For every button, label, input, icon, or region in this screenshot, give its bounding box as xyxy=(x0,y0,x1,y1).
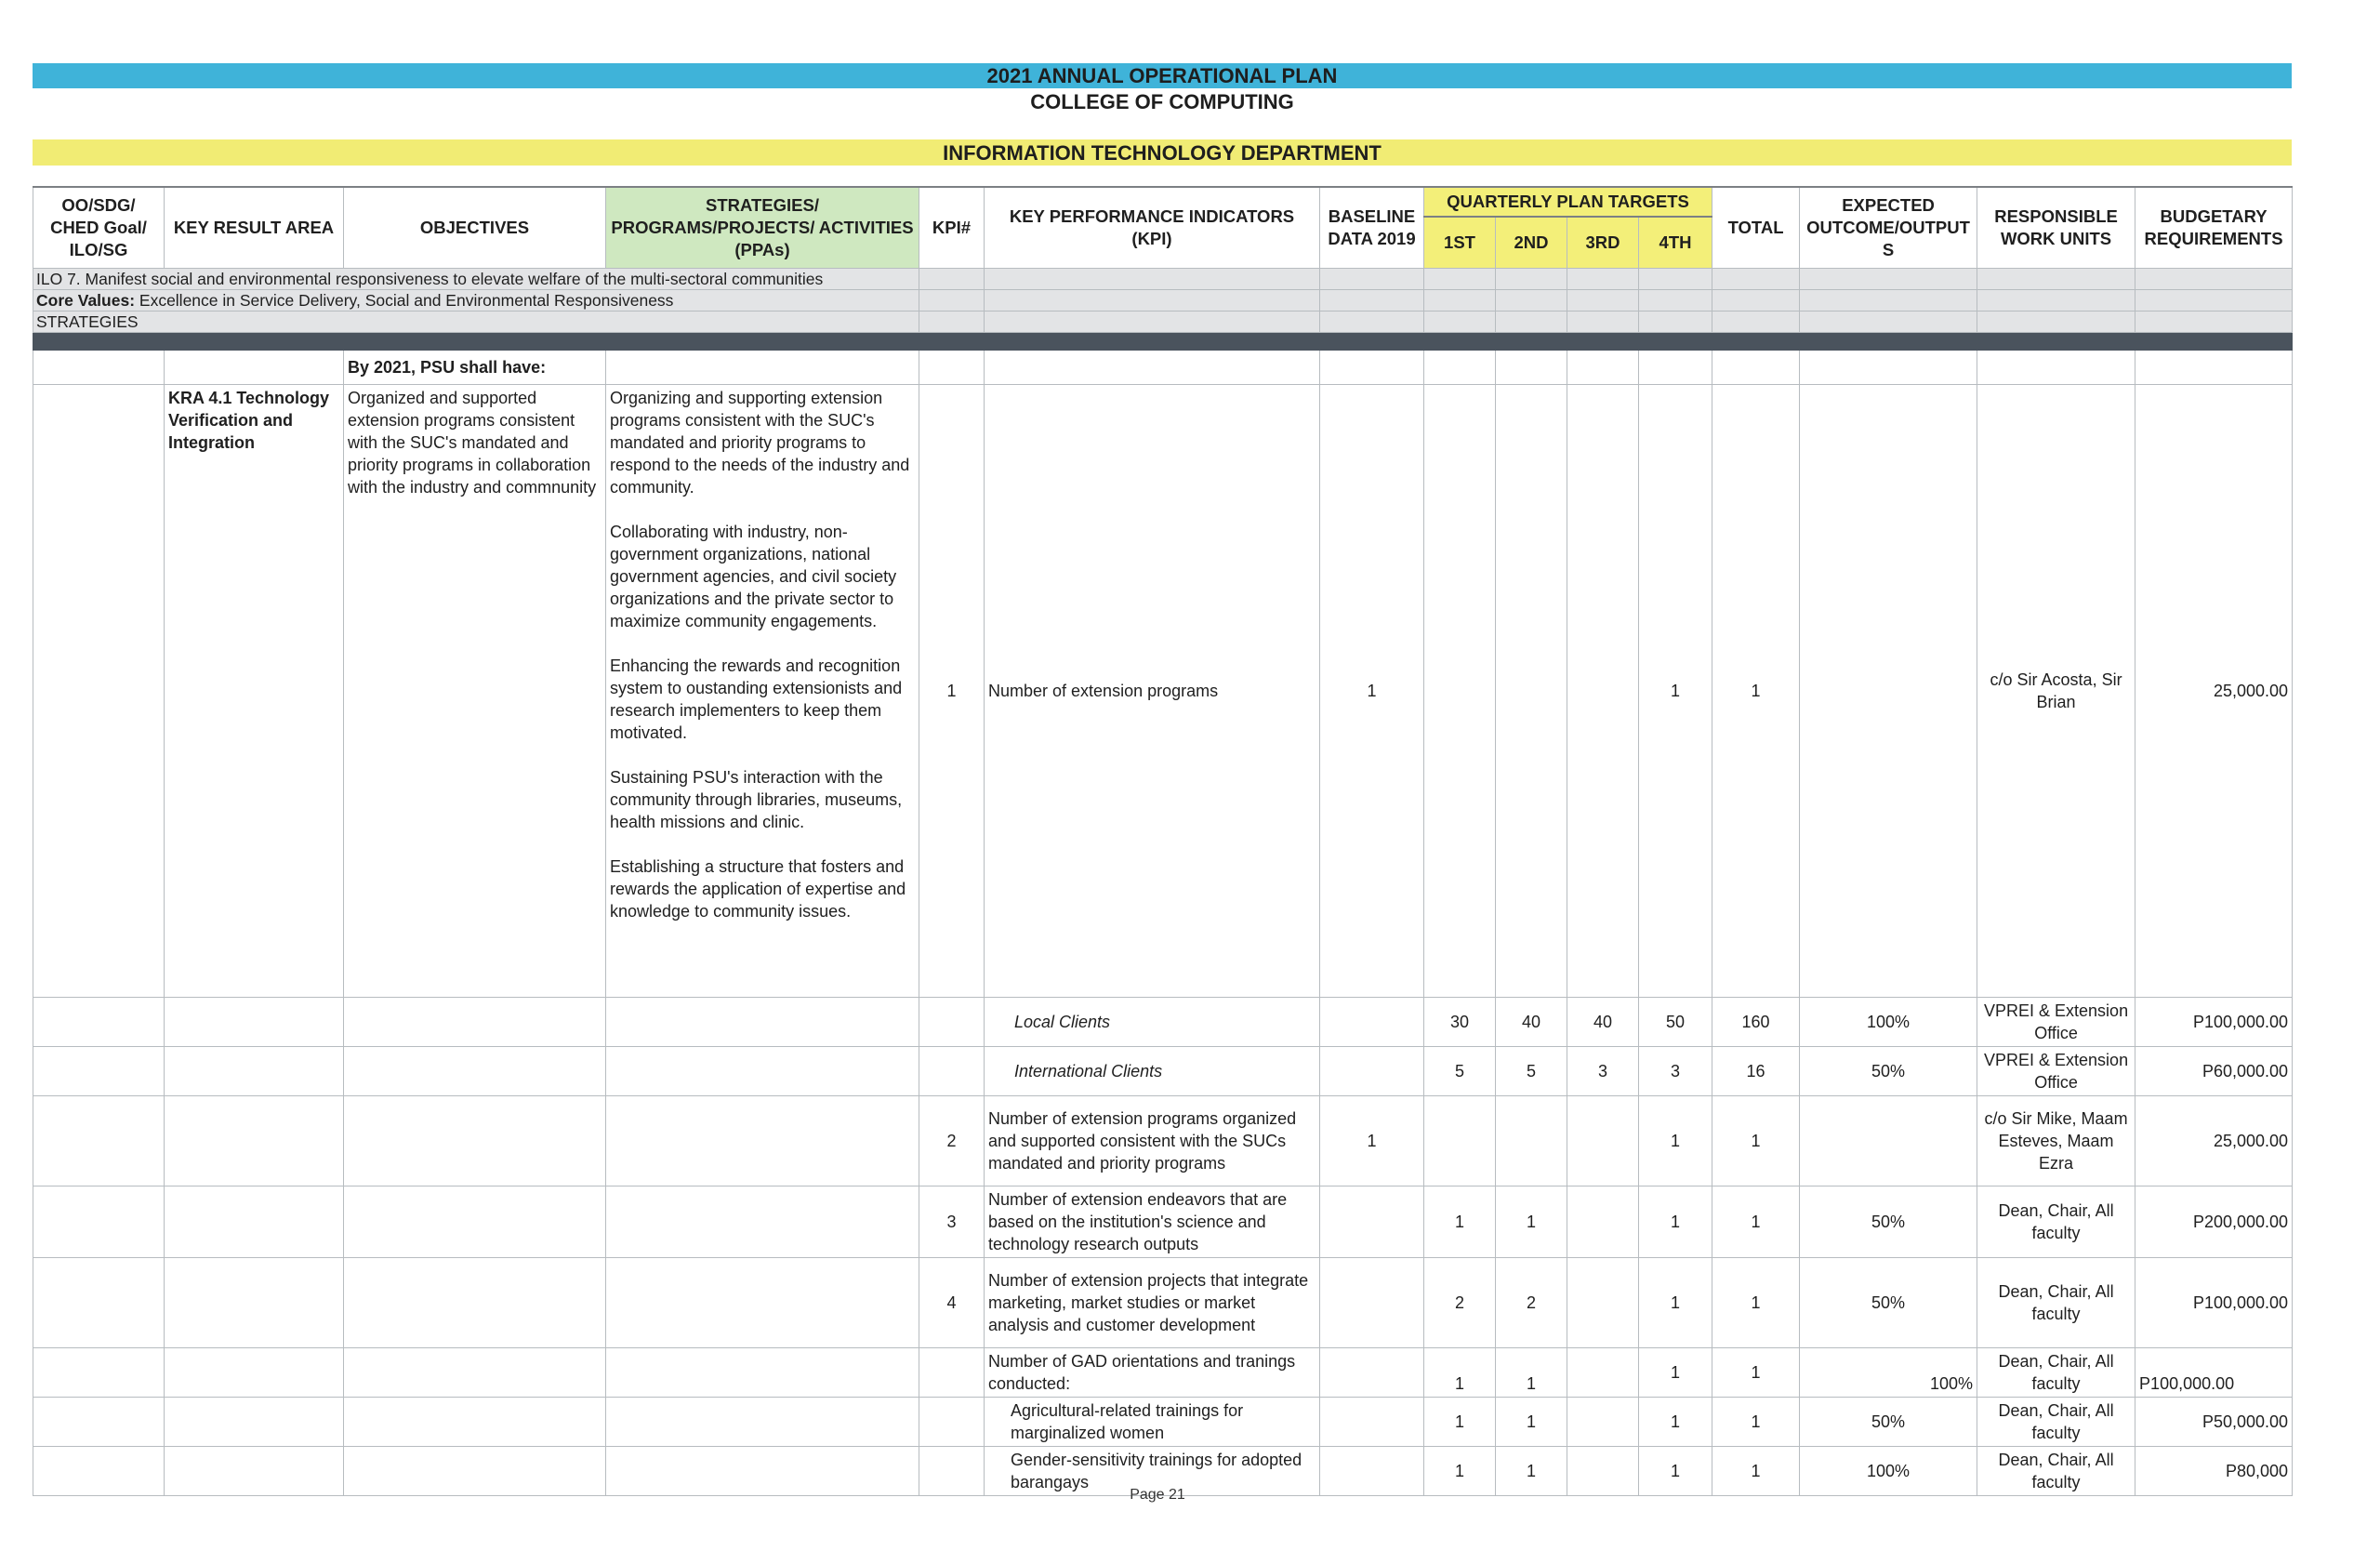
q2-value: 1 xyxy=(1496,1186,1567,1258)
plan-title: 2021 ANNUAL OPERATIONAL PLAN xyxy=(986,64,1338,87)
q4-value: 1 xyxy=(1639,385,1712,998)
header-row-1 xyxy=(33,187,2293,217)
kpi-row-1 xyxy=(33,385,2293,998)
ppa-item: Sustaining PSU's interaction with the community through libraries, museums, health missions and clinic. xyxy=(610,768,903,831)
q2-value: 5 xyxy=(1496,1047,1567,1096)
col-kpi-no: KPI# xyxy=(919,187,985,269)
expected-value: 50% xyxy=(1800,1398,1977,1447)
q3-value: 40 xyxy=(1567,998,1639,1047)
col-q3: 3RD xyxy=(1567,217,1639,269)
kpi-number: 1 xyxy=(919,385,985,998)
q1-value: 1 xyxy=(1424,1186,1496,1258)
q2-value: 1 xyxy=(1496,1398,1567,1447)
ppa-item: Establishing a structure that fosters and rewards the application of expertise and knowledge to community issues. xyxy=(610,857,906,921)
kpi-row-2 xyxy=(33,1096,2293,1186)
q1-value: 30 xyxy=(1424,998,1496,1047)
kpi-text: International Clients xyxy=(985,1047,1320,1096)
total-value: 1 xyxy=(1712,1096,1800,1186)
budget-value: P100,000.00 xyxy=(2135,1258,2293,1348)
expected-value: 50% xyxy=(1800,1258,1977,1348)
kpi-text: Number of extension programs organized and supported consistent with the SUCs mandated and priority programs xyxy=(985,1096,1320,1186)
col-expected: EXPECTED OUTCOME/OUTPUT S xyxy=(1800,187,1977,269)
ilo-text: ILO 7. Manifest social and environmental responsiveness to elevate welfare of the multi-sectoral communities xyxy=(33,269,919,290)
q2-value: 1 xyxy=(1496,1348,1567,1398)
core-values-row xyxy=(33,290,2293,312)
kpi-text: Gender-sensitivity trainings for adopted barangays xyxy=(985,1447,1320,1496)
col-q2: 2ND xyxy=(1496,217,1567,269)
q4-value: 1 xyxy=(1639,1398,1712,1447)
ilo-row xyxy=(33,269,2293,290)
strategies-row xyxy=(33,312,2293,333)
kpi-row-gad xyxy=(33,1348,2293,1398)
q1-value: 2 xyxy=(1424,1258,1496,1348)
col-objectives: OBJECTIVES xyxy=(344,187,606,269)
responsible-value: Dean, Chair, All faculty xyxy=(1977,1258,2135,1348)
core-values-value: Excellence in Service Delivery, Social and Environmental Responsiveness xyxy=(135,291,674,310)
responsible-value: Dean, Chair, All faculty xyxy=(1977,1398,2135,1447)
q1-value: 1 xyxy=(1424,1447,1496,1496)
objective-text: Organized and supported extension programs consistent with the SUC's mandated and priority programs in collaboration with the industry and commnunity xyxy=(344,385,606,998)
q4-value: 1 xyxy=(1639,1096,1712,1186)
q4-value: 3 xyxy=(1639,1047,1712,1096)
responsible-value: c/o Sir Mike, Maam Esteves, Maam Ezra xyxy=(1977,1096,2135,1186)
baseline-value: 1 xyxy=(1320,385,1424,998)
kra-text: KRA 4.1 Technology Verification and Integration xyxy=(165,385,344,998)
kpi-text: Number of extension endeavors that are based on the institution's science and technology research outputs xyxy=(985,1186,1320,1258)
baseline-value xyxy=(1320,1348,1424,1398)
q1-value xyxy=(1424,385,1496,998)
responsible-value: VPREI & Extension Office xyxy=(1977,1047,2135,1096)
total-value: 1 xyxy=(1712,1348,1800,1398)
budget-value: P80,000 xyxy=(2135,1447,2293,1496)
kpi-row-local xyxy=(33,998,2293,1047)
col-budget: BUDGETARY REQUIREMENTS xyxy=(2135,187,2293,269)
kpi-number: 2 xyxy=(919,1096,985,1186)
kpi-row-4 xyxy=(33,1258,2293,1348)
q3-value xyxy=(1567,1096,1639,1186)
ppa-list xyxy=(606,385,919,998)
core-values-label: Core Values: xyxy=(36,291,136,310)
col-goal: OO/SDG/ CHED Goal/ ILO/SG xyxy=(33,187,165,269)
q4-value: 50 xyxy=(1639,998,1712,1047)
q3-value xyxy=(1567,1186,1639,1258)
q3-value: 3 xyxy=(1567,1047,1639,1096)
q1-value: 1 xyxy=(1424,1398,1496,1447)
total-value: 160 xyxy=(1712,998,1800,1047)
kpi-number xyxy=(919,1398,985,1447)
col-ppas: STRATEGIES/ PROGRAMS/PROJECTS/ ACTIVITIES (PPAs) xyxy=(606,187,919,269)
budget-value: P200,000.00 xyxy=(2135,1186,2293,1258)
q4-value: 1 xyxy=(1639,1348,1712,1398)
baseline-value xyxy=(1320,1258,1424,1348)
total-value: 1 xyxy=(1712,1258,1800,1348)
budget-value: P100,000.00 xyxy=(2135,1348,2293,1398)
lead-row xyxy=(33,351,2293,385)
baseline-value: 1 xyxy=(1320,1096,1424,1186)
col-q1: 1ST xyxy=(1424,217,1496,269)
expected-value: 50% xyxy=(1800,1047,1977,1096)
q3-value xyxy=(1567,385,1639,998)
college-title: COLLEGE OF COMPUTING xyxy=(1030,90,1294,113)
kpi-text: Number of extension projects that integrate marketing, market studies or market analysis and customer development xyxy=(985,1258,1320,1348)
col-kra: KEY RESULT AREA xyxy=(165,187,344,269)
ppa-item: Enhancing the rewards and recognition system to oustanding extensionists and research implementers to keep them motivated. xyxy=(610,656,903,742)
q1-value: 1 xyxy=(1424,1348,1496,1398)
kpi-row-international xyxy=(33,1047,2293,1096)
expected-value: 100% xyxy=(1800,998,1977,1047)
col-baseline: BASELINE DATA 2019 xyxy=(1320,187,1424,269)
responsible-value: VPREI & Extension Office xyxy=(1977,998,2135,1047)
q2-value xyxy=(1496,385,1567,998)
q4-value: 1 xyxy=(1639,1447,1712,1496)
kpi-number xyxy=(919,1348,985,1398)
divider-bar xyxy=(33,333,2293,351)
col-q4: 4TH xyxy=(1639,217,1712,269)
col-kpi: KEY PERFORMANCE INDICATORS (KPI) xyxy=(985,187,1320,269)
q1-value: 5 xyxy=(1424,1047,1496,1096)
expected-value: 50% xyxy=(1800,1186,1977,1258)
q4-value: 1 xyxy=(1639,1258,1712,1348)
kpi-text: Number of extension programs xyxy=(985,385,1320,998)
kpi-row-agri xyxy=(33,1398,2293,1447)
expected-value: 100% xyxy=(1800,1447,1977,1496)
total-value: 1 xyxy=(1712,1186,1800,1258)
baseline-value xyxy=(1320,1047,1424,1096)
responsible-value: Dean, Chair, All faculty xyxy=(1977,1447,2135,1496)
expected-value xyxy=(1800,385,1977,998)
kpi-text: Number of GAD orientations and tranings conducted: xyxy=(985,1348,1320,1398)
col-total: TOTAL xyxy=(1712,187,1800,269)
q4-value: 1 xyxy=(1639,1186,1712,1258)
budget-value: P60,000.00 xyxy=(2135,1047,2293,1096)
ppa-item: Organizing and supporting extension programs consistent with the SUC's mandated and priority programs to respond to the needs of the industry and community. xyxy=(610,389,910,497)
core-values-text xyxy=(33,290,919,312)
col-responsible: RESPONSIBLE WORK UNITS xyxy=(1977,187,2135,269)
budget-value: 25,000.00 xyxy=(2135,385,2293,998)
total-value: 16 xyxy=(1712,1047,1800,1096)
total-value: 1 xyxy=(1712,385,1800,998)
col-quarterly: QUARTERLY PLAN TARGETS xyxy=(1424,187,1712,217)
q3-value xyxy=(1567,1258,1639,1348)
baseline-value xyxy=(1320,1186,1424,1258)
responsible-value: c/o Sir Acosta, Sir Brian xyxy=(1977,385,2135,998)
kpi-number xyxy=(919,1047,985,1096)
responsible-value: Dean, Chair, All faculty xyxy=(1977,1186,2135,1258)
operational-plan-table xyxy=(33,186,2293,1496)
kpi-number: 3 xyxy=(919,1186,985,1258)
total-value: 1 xyxy=(1712,1398,1800,1447)
budget-value: P50,000.00 xyxy=(2135,1398,2293,1447)
expected-value xyxy=(1800,1096,1977,1186)
q2-value: 40 xyxy=(1496,998,1567,1047)
q2-value xyxy=(1496,1096,1567,1186)
kpi-text: Local Clients xyxy=(985,998,1320,1047)
department-title: INFORMATION TECHNOLOGY DEPARTMENT xyxy=(943,141,1382,165)
kpi-row-3 xyxy=(33,1186,2293,1258)
budget-value: P100,000.00 xyxy=(2135,998,2293,1047)
q3-value xyxy=(1567,1348,1639,1398)
q1-value xyxy=(1424,1096,1496,1186)
baseline-value xyxy=(1320,998,1424,1047)
responsible-value: Dean, Chair, All faculty xyxy=(1977,1348,2135,1398)
budget-value: 25,000.00 xyxy=(2135,1096,2293,1186)
strategies-label: STRATEGIES xyxy=(33,312,919,333)
q2-value: 1 xyxy=(1496,1447,1567,1496)
expected-value: 100% xyxy=(1800,1348,1977,1398)
lead-text: By 2021, PSU shall have: xyxy=(344,351,606,385)
q2-value: 2 xyxy=(1496,1258,1567,1348)
q3-value xyxy=(1567,1398,1639,1447)
total-value: 1 xyxy=(1712,1447,1800,1496)
kpi-text: Agricultural-related trainings for marginalized women xyxy=(985,1398,1320,1447)
kpi-number: 4 xyxy=(919,1258,985,1348)
page-number: Page 21 xyxy=(1130,1487,1185,1503)
ppa-item: Collaborating with industry, non-government organizations, national government agencies, and civil society organizations and the private sector to maximize community engagements. xyxy=(610,523,897,630)
kpi-number xyxy=(919,998,985,1047)
baseline-value xyxy=(1320,1398,1424,1447)
